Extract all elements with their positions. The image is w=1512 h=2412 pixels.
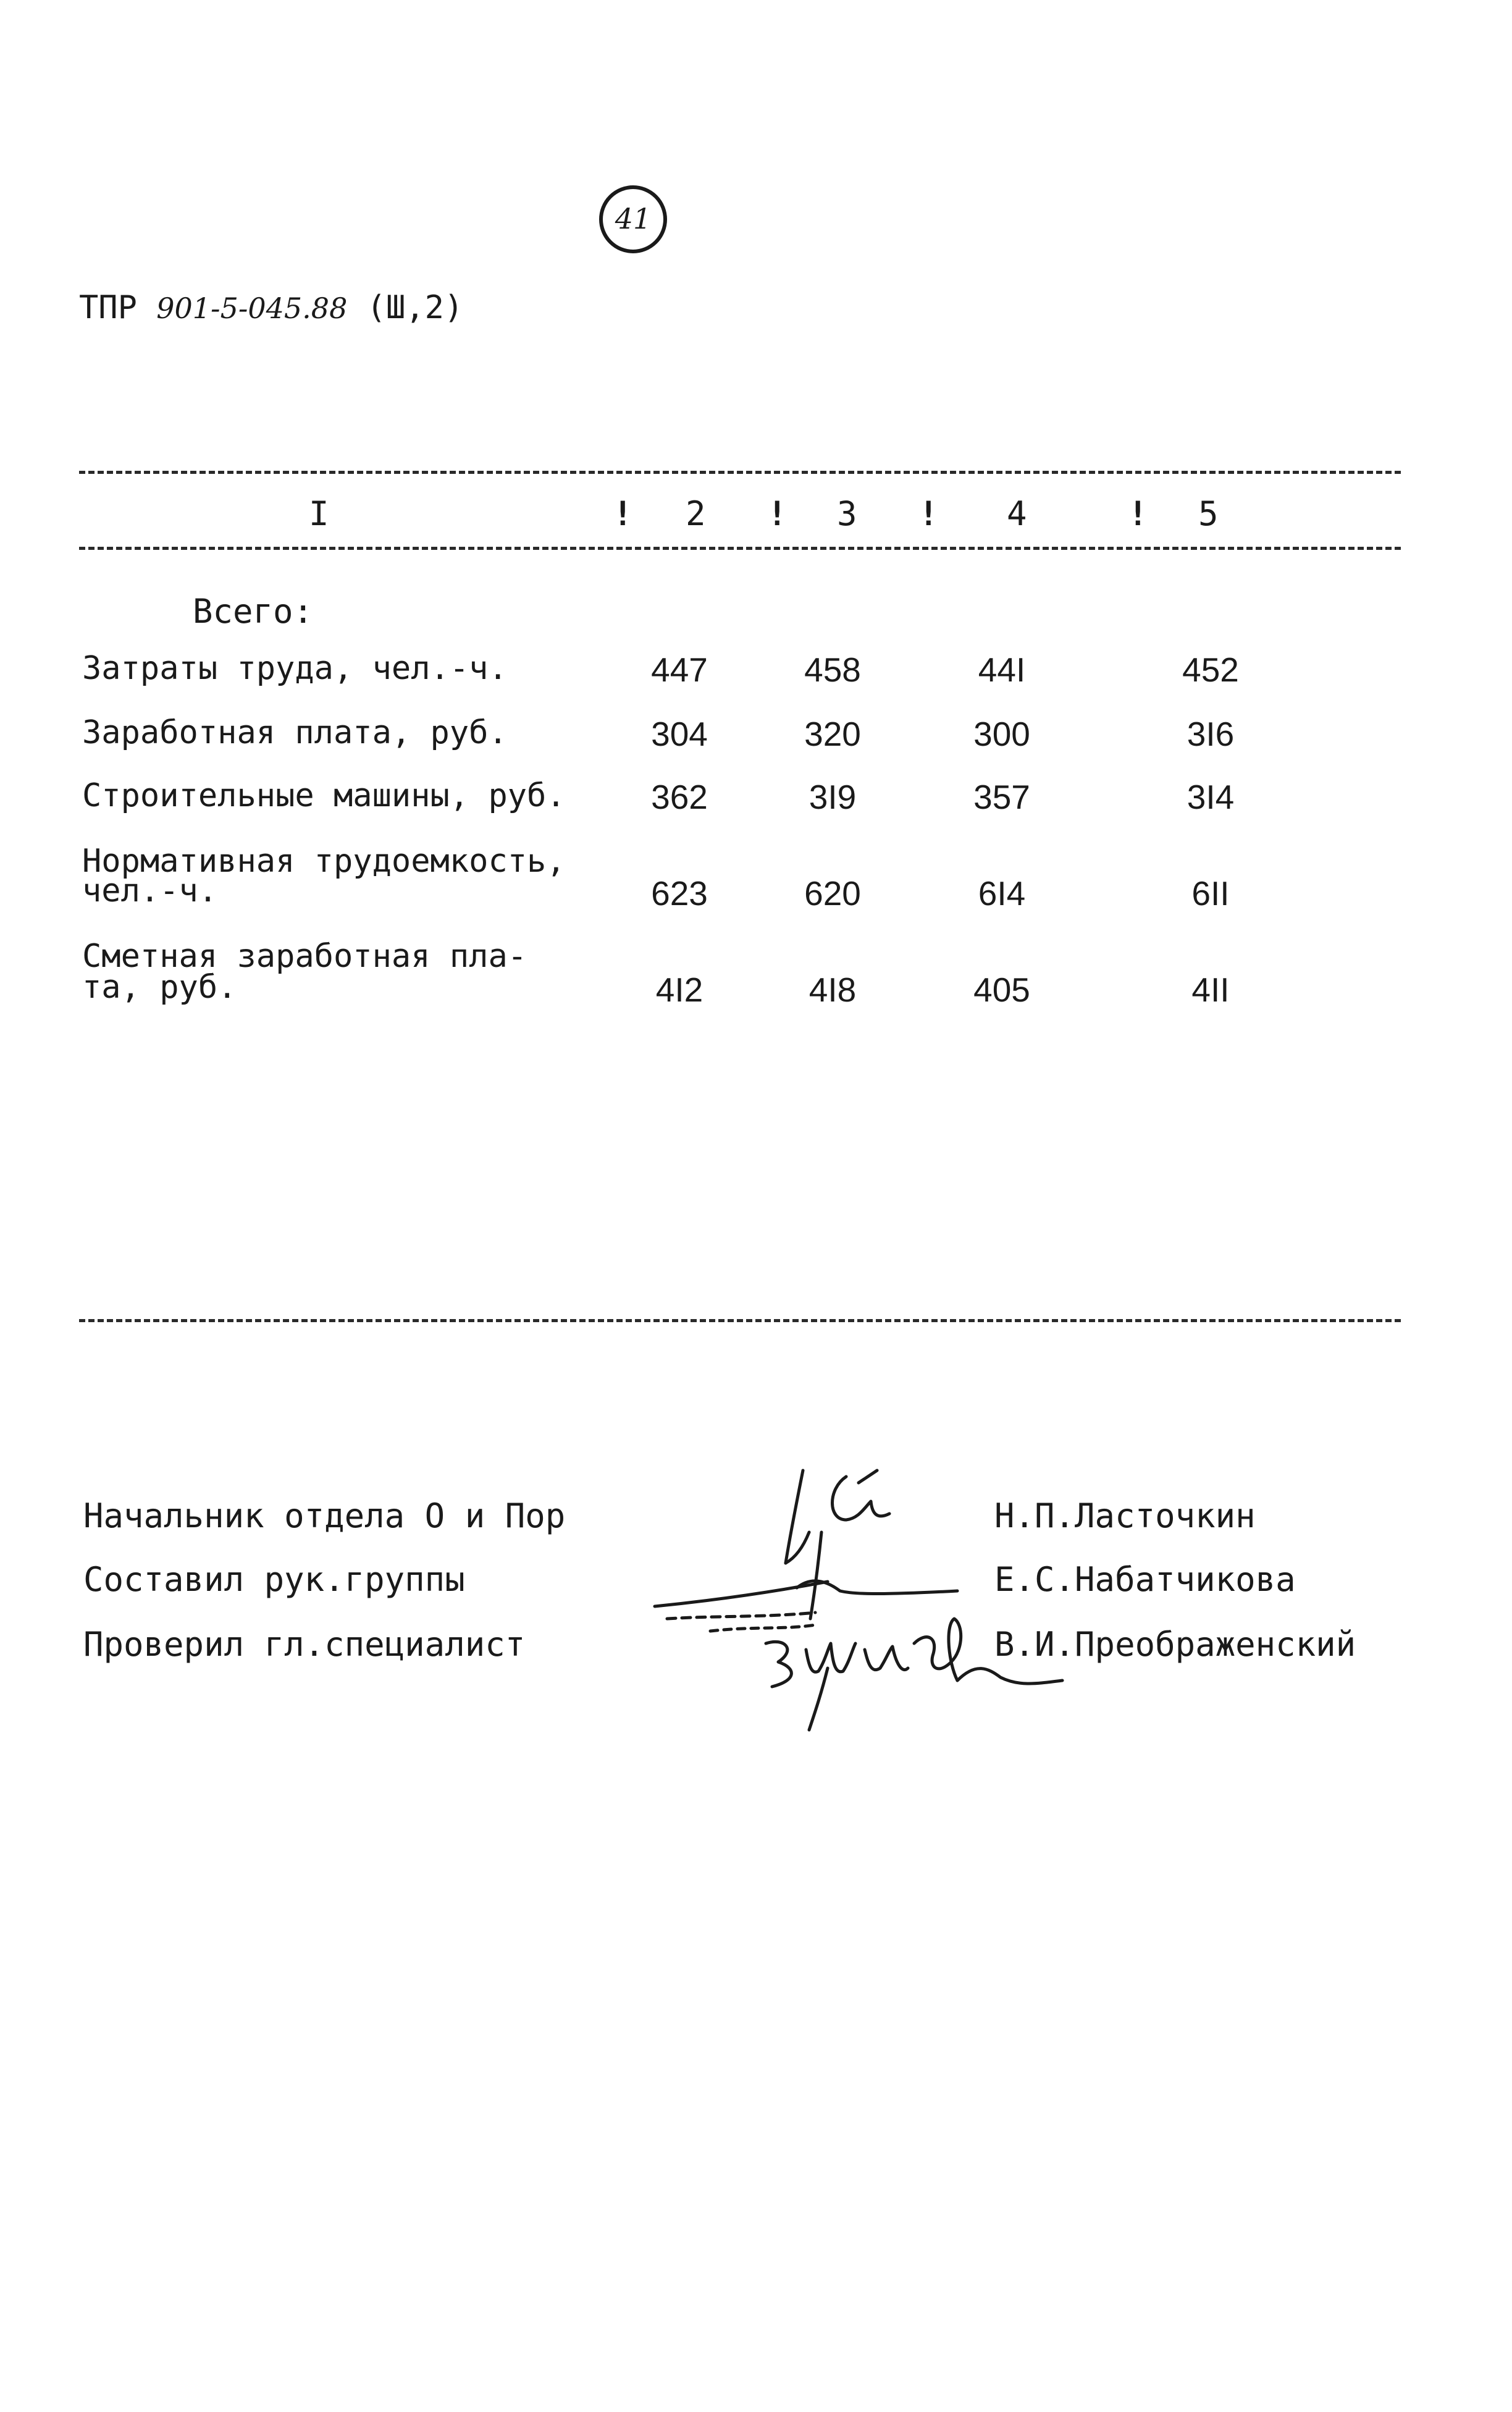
signature-stroke [809,1668,828,1730]
column-separator: ! [613,494,633,533]
table-cell: 458 [804,651,861,689]
table-cell: 4II [1191,971,1230,1009]
table-cell: 304 [651,715,708,753]
row-label: Сметная заработная пла- [82,938,527,975]
column-header-1: I [309,494,329,533]
column-header-5: 5 [1198,494,1219,533]
signatory-role: Составил рук.группы [83,1560,465,1599]
table-cell: 300 [973,715,1030,753]
signature-stroke [806,1643,855,1672]
document-code-handwritten: 901-5-045.88 [156,292,348,325]
signature-stroke [859,1470,877,1483]
table-cell: 405 [973,971,1030,1009]
signature-stroke [810,1532,821,1619]
table-cell: 44I [978,651,1026,689]
table-cell: 452 [1182,651,1239,689]
section-title: Всего: [193,592,314,631]
table-cell: 320 [804,715,861,753]
table-cell: 4I2 [655,971,704,1009]
table-cell: 362 [651,778,708,816]
row-label: Строительные машины, руб. [82,777,566,814]
document-code [79,289,463,326]
row-label: Нормативная трудоемкость, [82,843,566,880]
table-cell: 357 [973,778,1030,816]
signatory-role: Проверил гл.специалист [83,1625,526,1664]
column-separator: ! [918,494,939,533]
table-cell: 3I4 [1186,778,1235,816]
signature-stroke [797,1581,957,1594]
table-bottom-rule [79,1319,1401,1322]
column-header-2: 2 [686,494,706,533]
signature-stroke [865,1647,908,1670]
column-separator: ! [767,494,788,533]
table-cell: 6II [1191,874,1230,913]
table-cell: 3I9 [808,778,857,816]
signatory-role: Начальник отдела О и Пор [83,1496,566,1535]
signature-stroke [957,1669,1062,1684]
table-cell: 4I8 [808,971,857,1009]
document-section: (Ш,2) [366,289,464,326]
table-cell: 6I4 [978,874,1026,913]
page-number-stamp: 41 [599,185,667,253]
row-label: Заработная плата, руб. [82,714,508,751]
table-cell: 3I6 [1186,715,1235,753]
table-cell: 623 [651,874,708,913]
signatory-name: Н.П.Ласточкин [994,1496,1256,1535]
signatory-name: Е.С.Набатчикова [994,1560,1296,1599]
handwritten-signatures [642,1464,1075,1748]
signature-stroke [710,1625,815,1631]
row-label-continued: чел.-ч. [82,872,218,909]
table-header-rule [79,547,1401,550]
table-cell: 620 [804,874,861,913]
row-label: Затраты труда, чел.-ч. [82,650,508,687]
row-label-continued: та, руб. [82,969,237,1006]
signatory-name: В.И.Преображенский [994,1625,1356,1664]
document-code-prefix: ТПР [79,289,137,326]
column-header-4: 4 [1007,494,1027,533]
signature-stroke [914,1619,961,1680]
column-separator: ! [1128,494,1148,533]
signature-stroke [667,1613,815,1619]
table-cell: 447 [651,651,708,689]
column-header-3: 3 [837,494,857,533]
table-top-rule [79,471,1401,474]
signature-stroke [766,1642,791,1687]
